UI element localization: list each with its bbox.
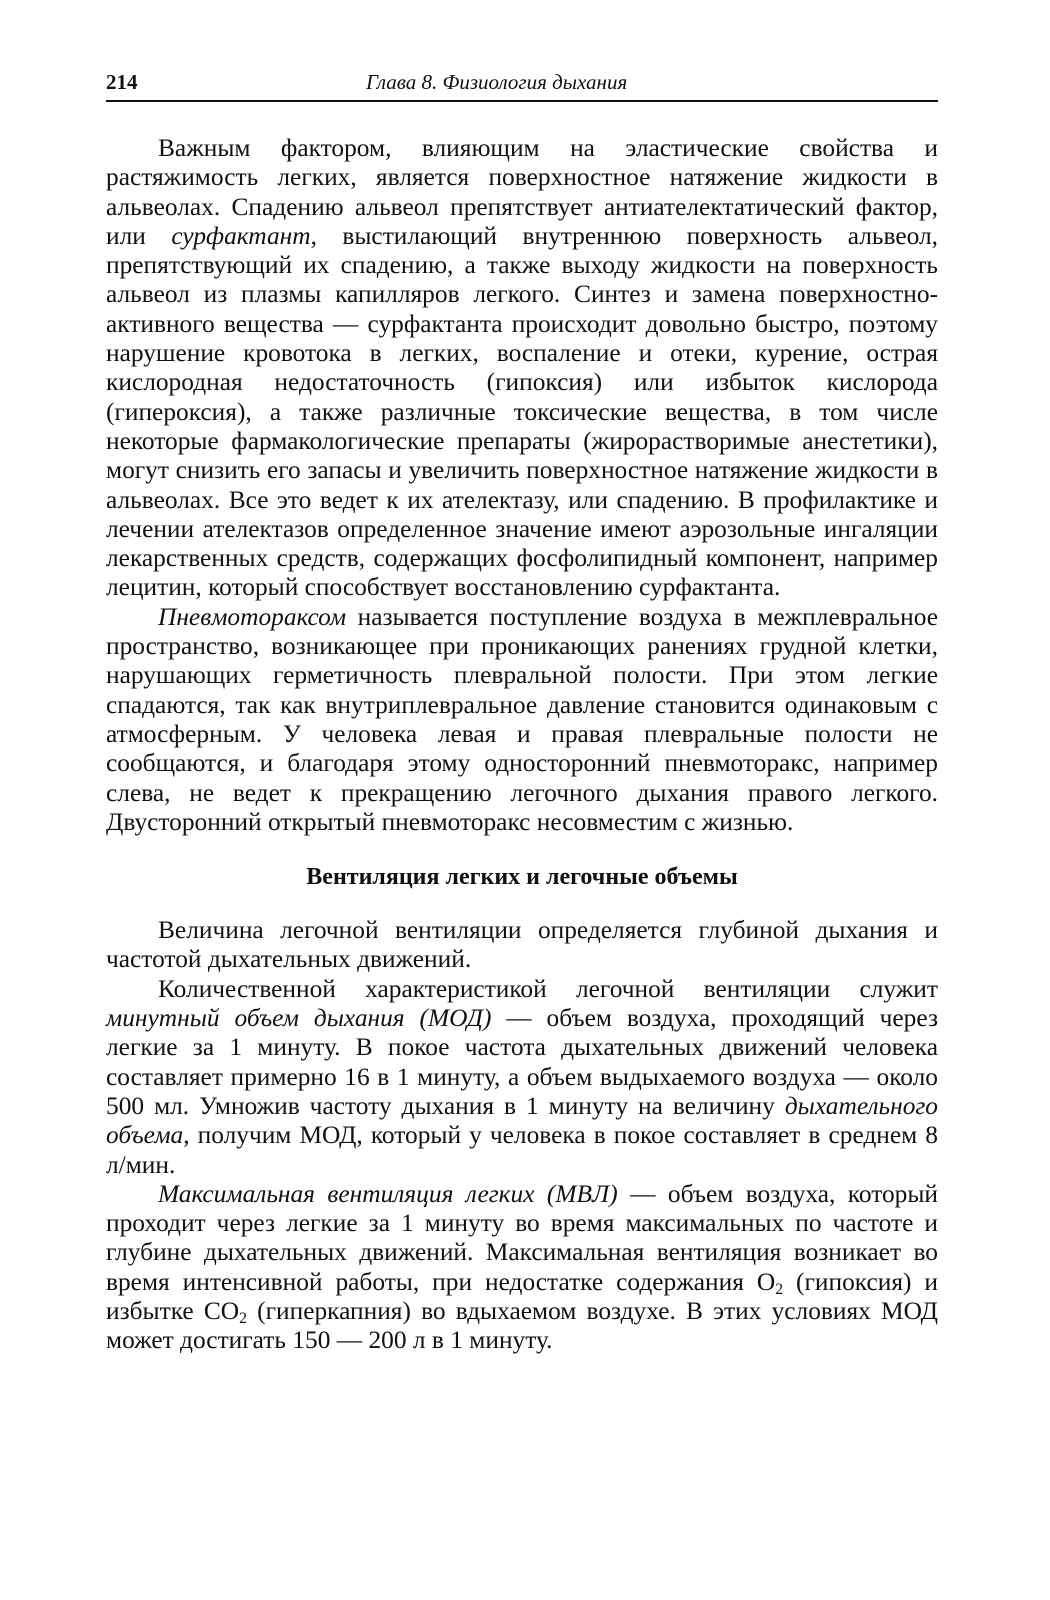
text-run: Величина легочной вентиляции определяется глубиной дыхания и частотой дыхательных движений.: [106, 916, 938, 974]
text-run: (гиперкапния) во вдыхаемом воздухе. В этих условиях МОД может достигать 150 — 200 л в 1 минуту.: [106, 1296, 938, 1355]
paragraph-max-ventilation: [106, 1180, 938, 1356]
paragraph-minute-volume: [106, 975, 938, 1180]
page-number: 214: [106, 70, 138, 94]
text-run: — объем воздуха, который проходит через легкие за 1 минуту во время максимальных по частоте и глубине дыхательных движений. Максимальная вентиляция возникает во время интенсивной работы, при недостатке содержания O: [106, 1179, 939, 1296]
italic-term: дыхательного объема: [106, 1091, 938, 1150]
body-text: [106, 134, 938, 1356]
paragraph-ventilation-intro: [106, 916, 938, 975]
text-run: — объем воздуха, проходящий через легкие за 1 минуту. В покое частота дыхательных движений человека составляет примерно 16 в 1 минуту, а объем выдыхаемого воздуха — около 500 мл. Умножив частоту дыхания в 1 минуту на величину: [106, 1004, 938, 1120]
subscript: 2: [239, 1309, 247, 1327]
text-run: Количественной характеристикой легочной вентиляции служит: [158, 974, 938, 1003]
text-run: , получим МОД, который у человека в покое составляет в среднем 8 л/мин.: [106, 1121, 938, 1179]
italic-term: сурфактант: [171, 221, 311, 250]
text-run: Важным фактором, влияющим на эластические свойства и растяжимость легких, является поверхностное натяжение жидкости в альвеолах. Спадению альвеол препятствует антиателектатический фактор, или: [106, 134, 938, 250]
paragraph-pneumothorax: [106, 603, 938, 837]
paragraph-surfactant: [106, 134, 938, 603]
section-heading: Вентиляция легких и легочные объемы: [306, 864, 738, 891]
running-head: [106, 66, 938, 102]
text-run: , выстилающий внутреннюю поверхность альвеол, препятствующий их спадению, а также выходу жидкости на поверхность альвеол из плазмы капилляров легкого. Синтез и замена поверхностно-активного вещества — сурфактанта происходит довольно быстро, поэтому нарушение кровотока в легких, воспаление и отеки, курение, острая кислородная недостаточность (гипоксия) или избыток кислорода (гипероксия), а также различные токсические вещества, в том числе некоторые фармакологические препараты (жирорастворимые анестетики), могут снизить его запасы и увеличить поверхностное натяжение жидкости в альвеолах. Все это ведет к их ателектазу, или спадению. В профилактике и лечении ателектазов определенное значение имеют аэрозольные ингаляции лекарственных средств, содержащих фосфолипидный компонент, например лецитин, который способствует восстановлению сурфактанта.: [106, 221, 938, 602]
italic-term: Пневмотораксом: [158, 602, 347, 631]
text-run: (гипоксия) и избытке CO: [106, 1267, 939, 1325]
subscript: 2: [775, 1280, 784, 1298]
italic-term: Максимальная вентиляция легких (МВЛ): [158, 1179, 618, 1208]
chapter-title: Глава 8. Физиология дыхания: [366, 70, 628, 94]
text-run: называется поступление воздуха в межплевральное пространство, возникающее при проникающих ранениях грудной клетки, нарушающих герметичность плевральной полости. При этом легкие спадаются, так как внутриплевральное давление становится одинаковым с атмосферным. У человека левая и правая плевральные полости не сообщаются, и благодаря этому односторонний пневмоторакс, например слева, не ведет к прекращению легочного дыхания правого легкого. Двусторонний открытый пневмоторакс несовместим с жизнью.: [106, 602, 938, 836]
italic-term: минутный объем дыхания (МОД): [106, 1004, 492, 1033]
